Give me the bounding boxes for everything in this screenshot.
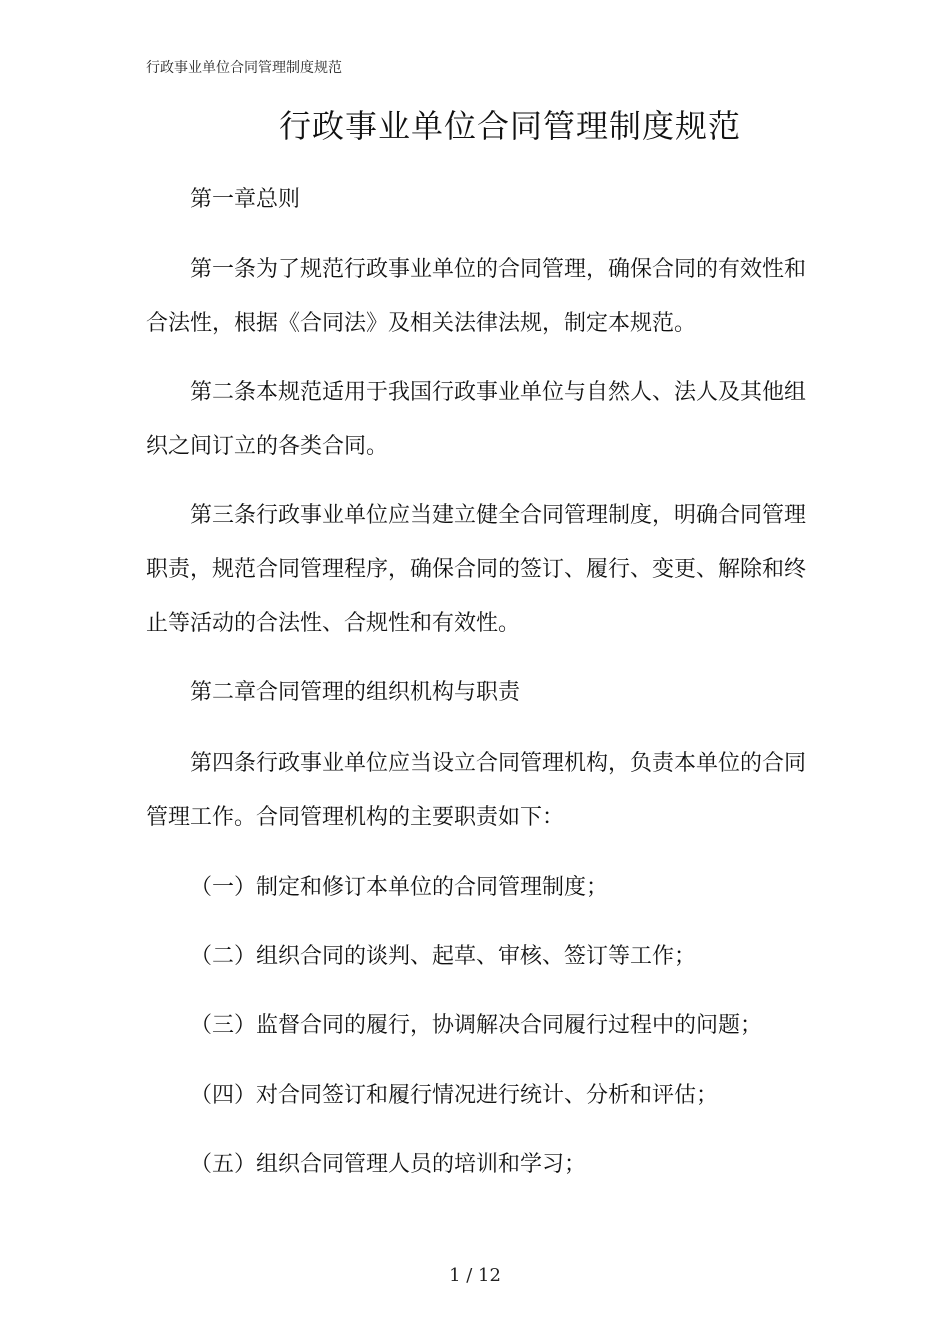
article-3: 第三条行政事业单位应当建立健全合同管理制度，明确合同管理职责，规范合同管理程序，确保合同的签订、履行、变更、解除和终止等活动的合法性、合规性和有效性。	[146, 503, 807, 636]
document-title: 行政事业单位合同管理制度规范	[278, 107, 741, 145]
running-header: 行政事业单位合同管理制度规范	[146, 60, 342, 76]
chapter-heading-1: 第一章总则	[190, 187, 301, 212]
article-4: 第四条行政事业单位应当设立合同管理机构，负责本单位的合同管理工作。合同管理机构的主要职责如下：	[146, 751, 807, 830]
list-item: （一）制定和修订本单位的合同管理制度；	[190, 875, 609, 900]
article-2: 第二条本规范适用于我国行政事业单位与自然人、法人及其他组织之间订立的各类合同。	[146, 380, 807, 459]
list-item: （五）组织合同管理人员的培训和学习；	[190, 1152, 587, 1177]
list-item: （三）监督合同的履行，协调解决合同履行过程中的问题；	[190, 1013, 763, 1038]
chapter-heading-2: 第二章合同管理的组织机构与职责	[190, 680, 521, 705]
list-item: （四）对合同签订和履行情况进行统计、分析和评估；	[190, 1083, 719, 1108]
list-item: （二）组织合同的谈判、起草、审核、签订等工作；	[190, 944, 697, 969]
page-number: 1 / 12	[449, 1265, 501, 1286]
article-1: 第一条为了规范行政事业单位的合同管理，确保合同的有效性和合法性，根据《合同法》及相关法律法规，制定本规范。	[146, 257, 807, 336]
